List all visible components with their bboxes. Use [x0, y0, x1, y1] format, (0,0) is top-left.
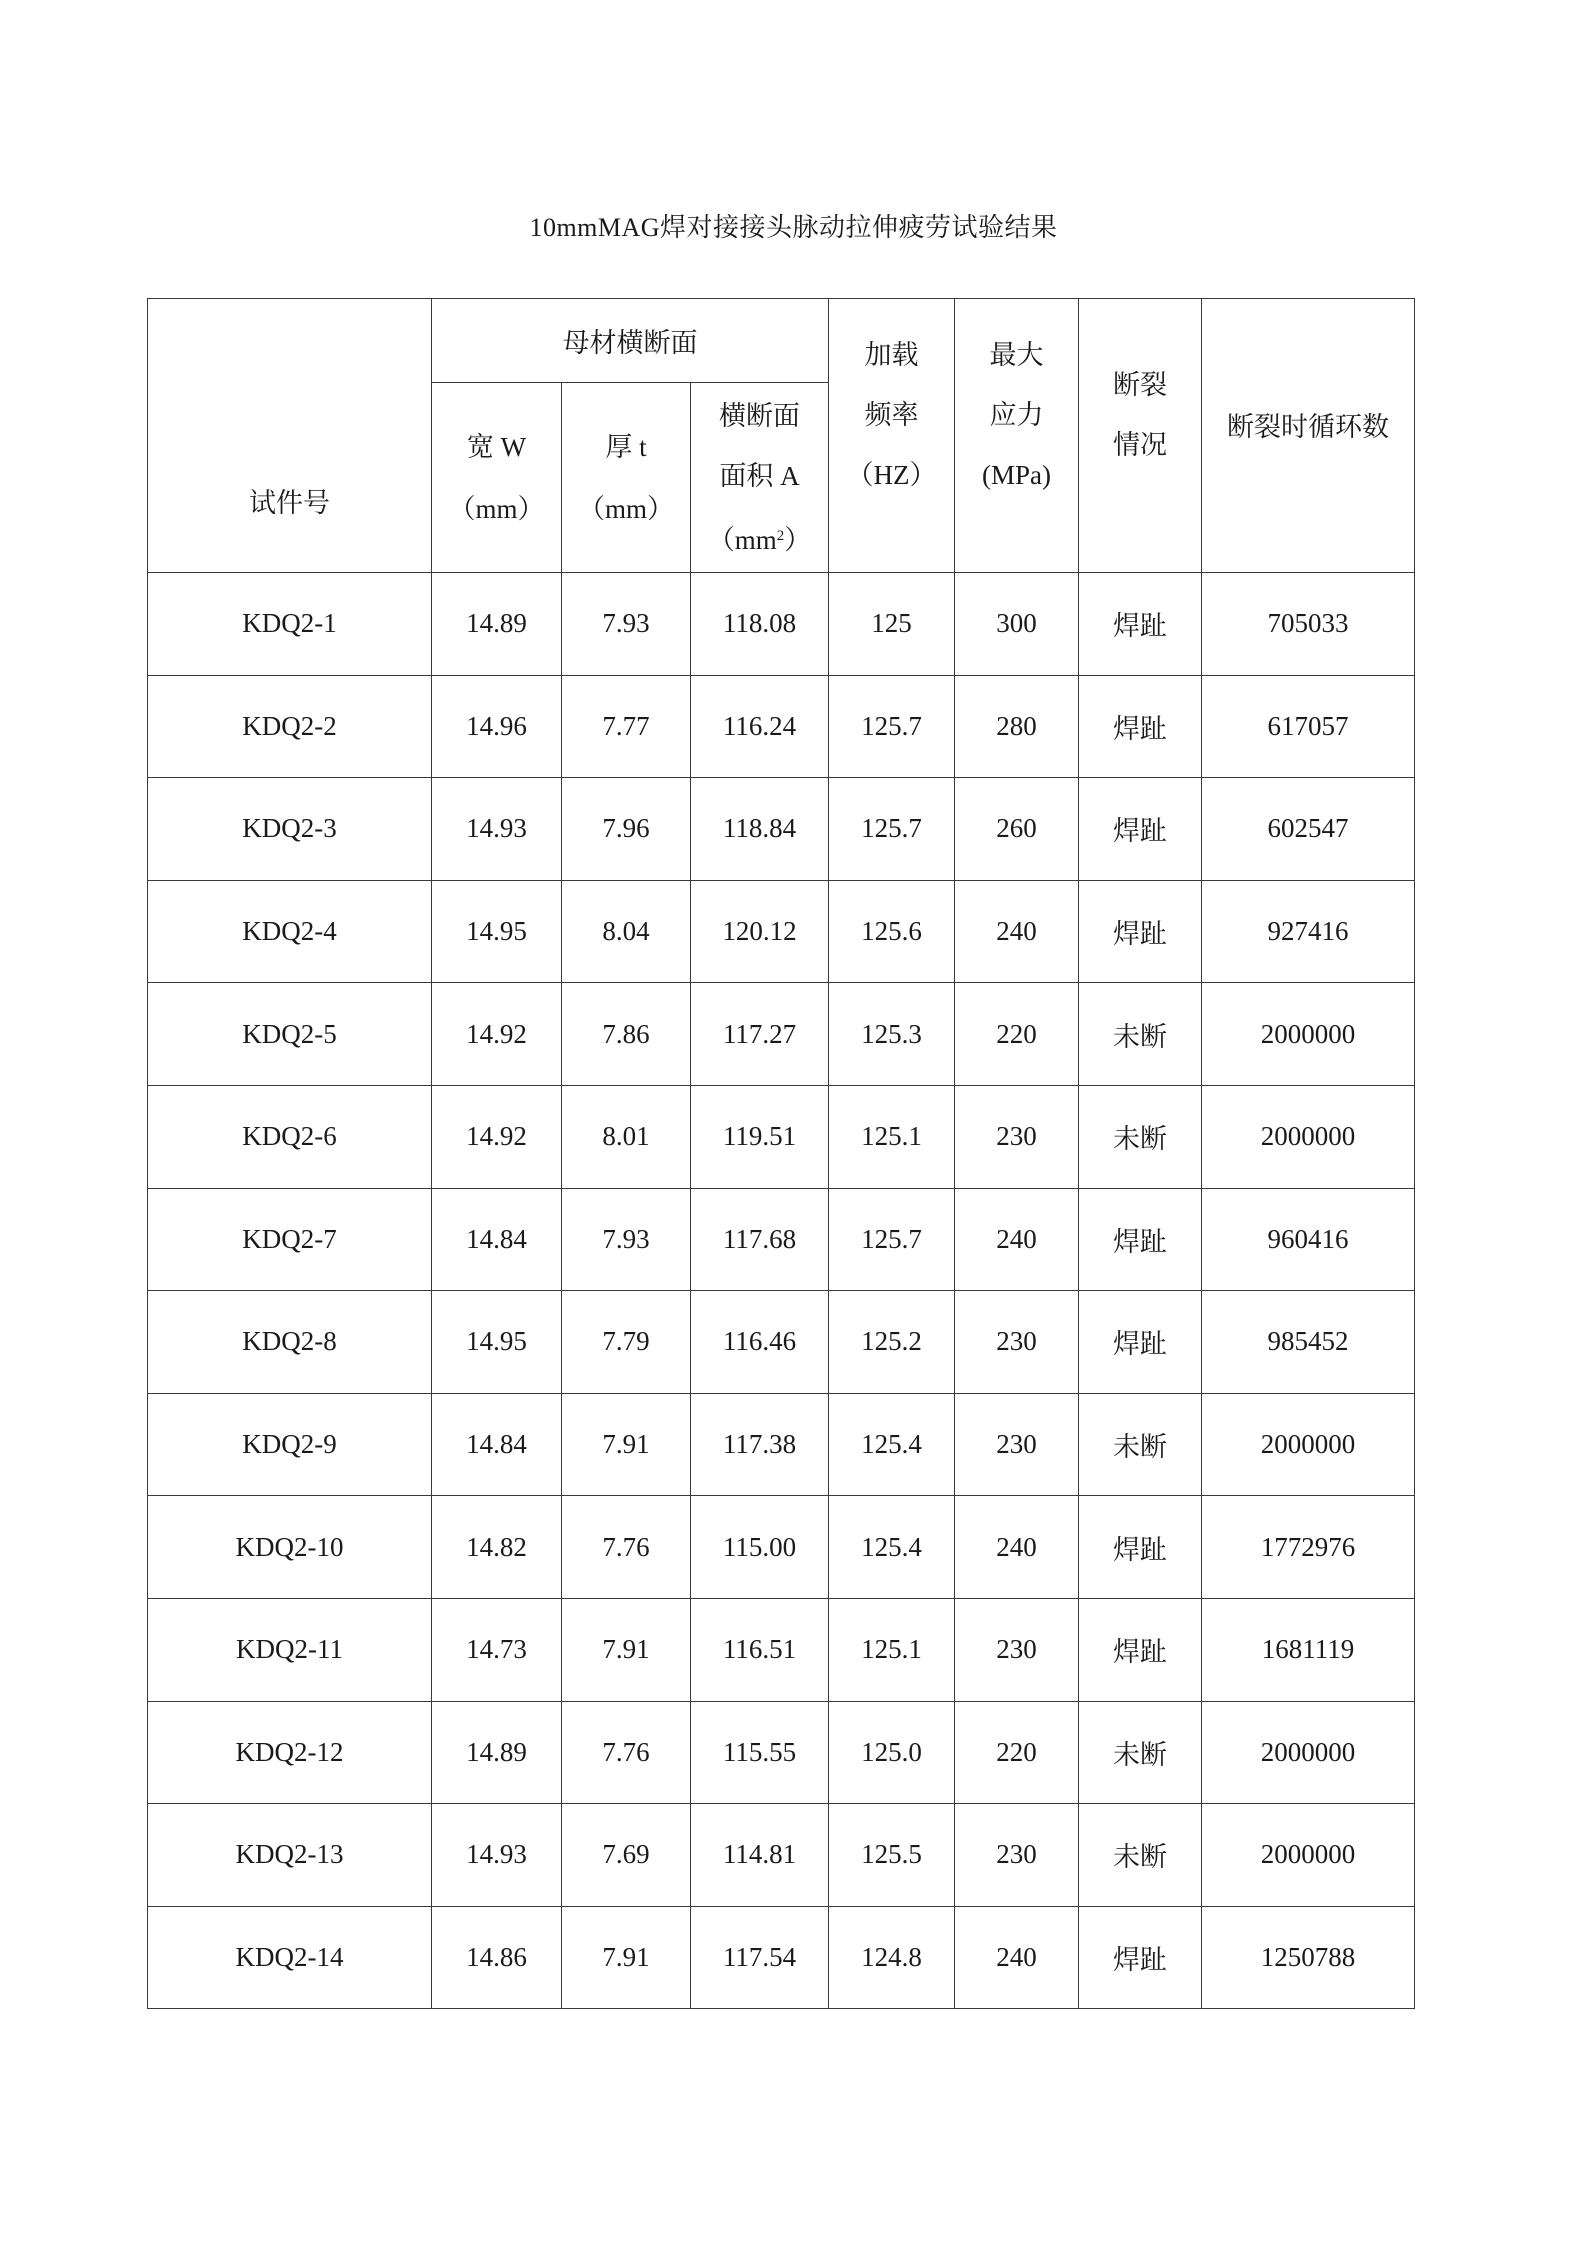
table-row [148, 1291, 1415, 1394]
cell-thickness: 7.77 [562, 675, 691, 778]
cell-frequency: 125.4 [829, 1496, 955, 1599]
table-row [148, 880, 1415, 983]
cell-max-stress: 280 [955, 675, 1079, 778]
cell-frequency: 125 [829, 573, 955, 676]
cell-area: 117.27 [691, 983, 829, 1086]
cell-cycles: 2000000 [1202, 1804, 1415, 1907]
cell-frequency: 125.1 [829, 1598, 955, 1701]
cell-fracture: 焊趾 [1079, 1291, 1202, 1394]
table-row [148, 1188, 1415, 1291]
cell-area: 116.46 [691, 1291, 829, 1394]
cell-width: 14.86 [432, 1906, 562, 2009]
cell-fracture: 焊趾 [1079, 1496, 1202, 1599]
table-row [148, 778, 1415, 881]
table-row [148, 1598, 1415, 1701]
cell-frequency: 125.7 [829, 778, 955, 881]
header-base-section: 母材横断面 [432, 299, 829, 383]
cell-fracture: 焊趾 [1079, 573, 1202, 676]
cell-cycles: 2000000 [1202, 1701, 1415, 1804]
cell-width: 14.96 [432, 675, 562, 778]
header-width: 宽 W （mm） [432, 383, 562, 573]
cell-thickness: 8.01 [562, 1085, 691, 1188]
table-row [148, 983, 1415, 1086]
cell-specimen-id: KDQ2-9 [148, 1393, 432, 1496]
cell-max-stress: 260 [955, 778, 1079, 881]
cell-thickness: 7.93 [562, 573, 691, 676]
cell-width: 14.84 [432, 1188, 562, 1291]
cell-fracture: 未断 [1079, 1804, 1202, 1907]
cell-width: 14.92 [432, 983, 562, 1086]
table-row [148, 1804, 1415, 1907]
cell-cycles: 705033 [1202, 573, 1415, 676]
cell-specimen-id: KDQ2-7 [148, 1188, 432, 1291]
cell-area: 115.55 [691, 1701, 829, 1804]
cell-cycles: 2000000 [1202, 983, 1415, 1086]
cell-max-stress: 220 [955, 983, 1079, 1086]
cell-specimen-id: KDQ2-2 [148, 675, 432, 778]
cell-width: 14.73 [432, 1598, 562, 1701]
cell-specimen-id: KDQ2-10 [148, 1496, 432, 1599]
cell-thickness: 7.93 [562, 1188, 691, 1291]
cell-area: 117.68 [691, 1188, 829, 1291]
cell-cycles: 2000000 [1202, 1393, 1415, 1496]
cell-frequency: 125.6 [829, 880, 955, 983]
cell-specimen-id: KDQ2-6 [148, 1085, 432, 1188]
cell-max-stress: 240 [955, 1188, 1079, 1291]
cell-thickness: 7.91 [562, 1906, 691, 2009]
cell-cycles: 2000000 [1202, 1085, 1415, 1188]
cell-max-stress: 230 [955, 1393, 1079, 1496]
cell-width: 14.82 [432, 1496, 562, 1599]
cell-frequency: 125.7 [829, 1188, 955, 1291]
cell-frequency: 125.7 [829, 675, 955, 778]
cell-specimen-id: KDQ2-3 [148, 778, 432, 881]
cell-fracture: 未断 [1079, 983, 1202, 1086]
cell-specimen-id: KDQ2-12 [148, 1701, 432, 1804]
table-body [148, 573, 1415, 2009]
table-row [148, 573, 1415, 676]
cell-thickness: 7.76 [562, 1496, 691, 1599]
cell-specimen-id: KDQ2-4 [148, 880, 432, 983]
cell-max-stress: 240 [955, 1906, 1079, 2009]
cell-area: 114.81 [691, 1804, 829, 1907]
cell-width: 14.93 [432, 778, 562, 881]
table-row [148, 1906, 1415, 2009]
cell-frequency: 125.1 [829, 1085, 955, 1188]
cell-thickness: 7.91 [562, 1393, 691, 1496]
cell-area: 117.54 [691, 1906, 829, 2009]
cell-thickness: 7.79 [562, 1291, 691, 1394]
cell-cycles: 1681119 [1202, 1598, 1415, 1701]
cell-specimen-id: KDQ2-5 [148, 983, 432, 1086]
cell-cycles: 985452 [1202, 1291, 1415, 1394]
cell-area: 118.08 [691, 573, 829, 676]
cell-width: 14.95 [432, 1291, 562, 1394]
cell-area: 115.00 [691, 1496, 829, 1599]
cell-cycles: 927416 [1202, 880, 1415, 983]
header-specimen: 试件号 [148, 299, 432, 573]
cell-width: 14.84 [432, 1393, 562, 1496]
cell-max-stress: 230 [955, 1598, 1079, 1701]
cell-fracture: 未断 [1079, 1393, 1202, 1496]
table-row [148, 1085, 1415, 1188]
cell-frequency: 125.0 [829, 1701, 955, 1804]
cell-specimen-id: KDQ2-11 [148, 1598, 432, 1701]
cell-thickness: 7.69 [562, 1804, 691, 1907]
cell-max-stress: 230 [955, 1291, 1079, 1394]
cell-cycles: 602547 [1202, 778, 1415, 881]
header-area: 横断面 面积 A $(mm^2)$ [691, 383, 829, 573]
cell-max-stress: 300 [955, 573, 1079, 676]
header-max-stress: 最大 应力 (MPa) [955, 299, 1079, 573]
cell-area: 119.51 [691, 1085, 829, 1188]
cell-fracture: 焊趾 [1079, 1598, 1202, 1701]
cell-specimen-id: KDQ2-1 [148, 573, 432, 676]
header-fracture: 断裂 情况 [1079, 299, 1202, 573]
cell-thickness: 7.91 [562, 1598, 691, 1701]
cell-specimen-id: KDQ2-8 [148, 1291, 432, 1394]
cell-width: 14.95 [432, 880, 562, 983]
cell-specimen-id: KDQ2-13 [148, 1804, 432, 1907]
cell-fracture: 焊趾 [1079, 880, 1202, 983]
cell-width: 14.92 [432, 1085, 562, 1188]
cell-frequency: 125.5 [829, 1804, 955, 1907]
cell-max-stress: 220 [955, 1701, 1079, 1804]
table-row [148, 675, 1415, 778]
cell-cycles: 960416 [1202, 1188, 1415, 1291]
cell-fracture: 焊趾 [1079, 1188, 1202, 1291]
cell-width: 14.89 [432, 1701, 562, 1804]
cell-max-stress: 240 [955, 880, 1079, 983]
cell-fracture: 未断 [1079, 1085, 1202, 1188]
cell-cycles: 1772976 [1202, 1496, 1415, 1599]
header-row-1 [148, 299, 1415, 383]
table-row [148, 1393, 1415, 1496]
cell-area: 117.38 [691, 1393, 829, 1496]
cell-fracture: 焊趾 [1079, 675, 1202, 778]
header-cycles: 断裂时循环数 [1202, 299, 1415, 573]
cell-thickness: 7.86 [562, 983, 691, 1086]
cell-width: 14.93 [432, 1804, 562, 1907]
header-thickness: 厚 t （mm） [562, 383, 691, 573]
cell-cycles: 617057 [1202, 675, 1415, 778]
cell-width: 14.89 [432, 573, 562, 676]
cell-area: 116.24 [691, 675, 829, 778]
cell-specimen-id: KDQ2-14 [148, 1906, 432, 2009]
cell-thickness: 7.76 [562, 1701, 691, 1804]
cell-frequency: 125.3 [829, 983, 955, 1086]
page-title: 10mmMAG焊对接接头脉动拉伸疲劳试验结果 [529, 213, 1058, 242]
cell-max-stress: 230 [955, 1085, 1079, 1188]
cell-fracture: 未断 [1079, 1701, 1202, 1804]
header-frequency: 加载 频率 （HZ） [829, 299, 955, 573]
table-row [148, 1496, 1415, 1599]
fatigue-results-table [147, 298, 1415, 2009]
cell-frequency: 125.2 [829, 1291, 955, 1394]
cell-max-stress: 230 [955, 1804, 1079, 1907]
cell-fracture: 焊趾 [1079, 1906, 1202, 2009]
cell-thickness: 7.96 [562, 778, 691, 881]
cell-frequency: 124.8 [829, 1906, 955, 2009]
cell-area: 116.51 [691, 1598, 829, 1701]
cell-max-stress: 240 [955, 1496, 1079, 1599]
cell-area: 120.12 [691, 880, 829, 983]
cell-thickness: 8.04 [562, 880, 691, 983]
cell-fracture: 焊趾 [1079, 778, 1202, 881]
cell-area: 118.84 [691, 778, 829, 881]
cell-cycles: 1250788 [1202, 1906, 1415, 2009]
cell-frequency: 125.4 [829, 1393, 955, 1496]
table-row [148, 1701, 1415, 1804]
